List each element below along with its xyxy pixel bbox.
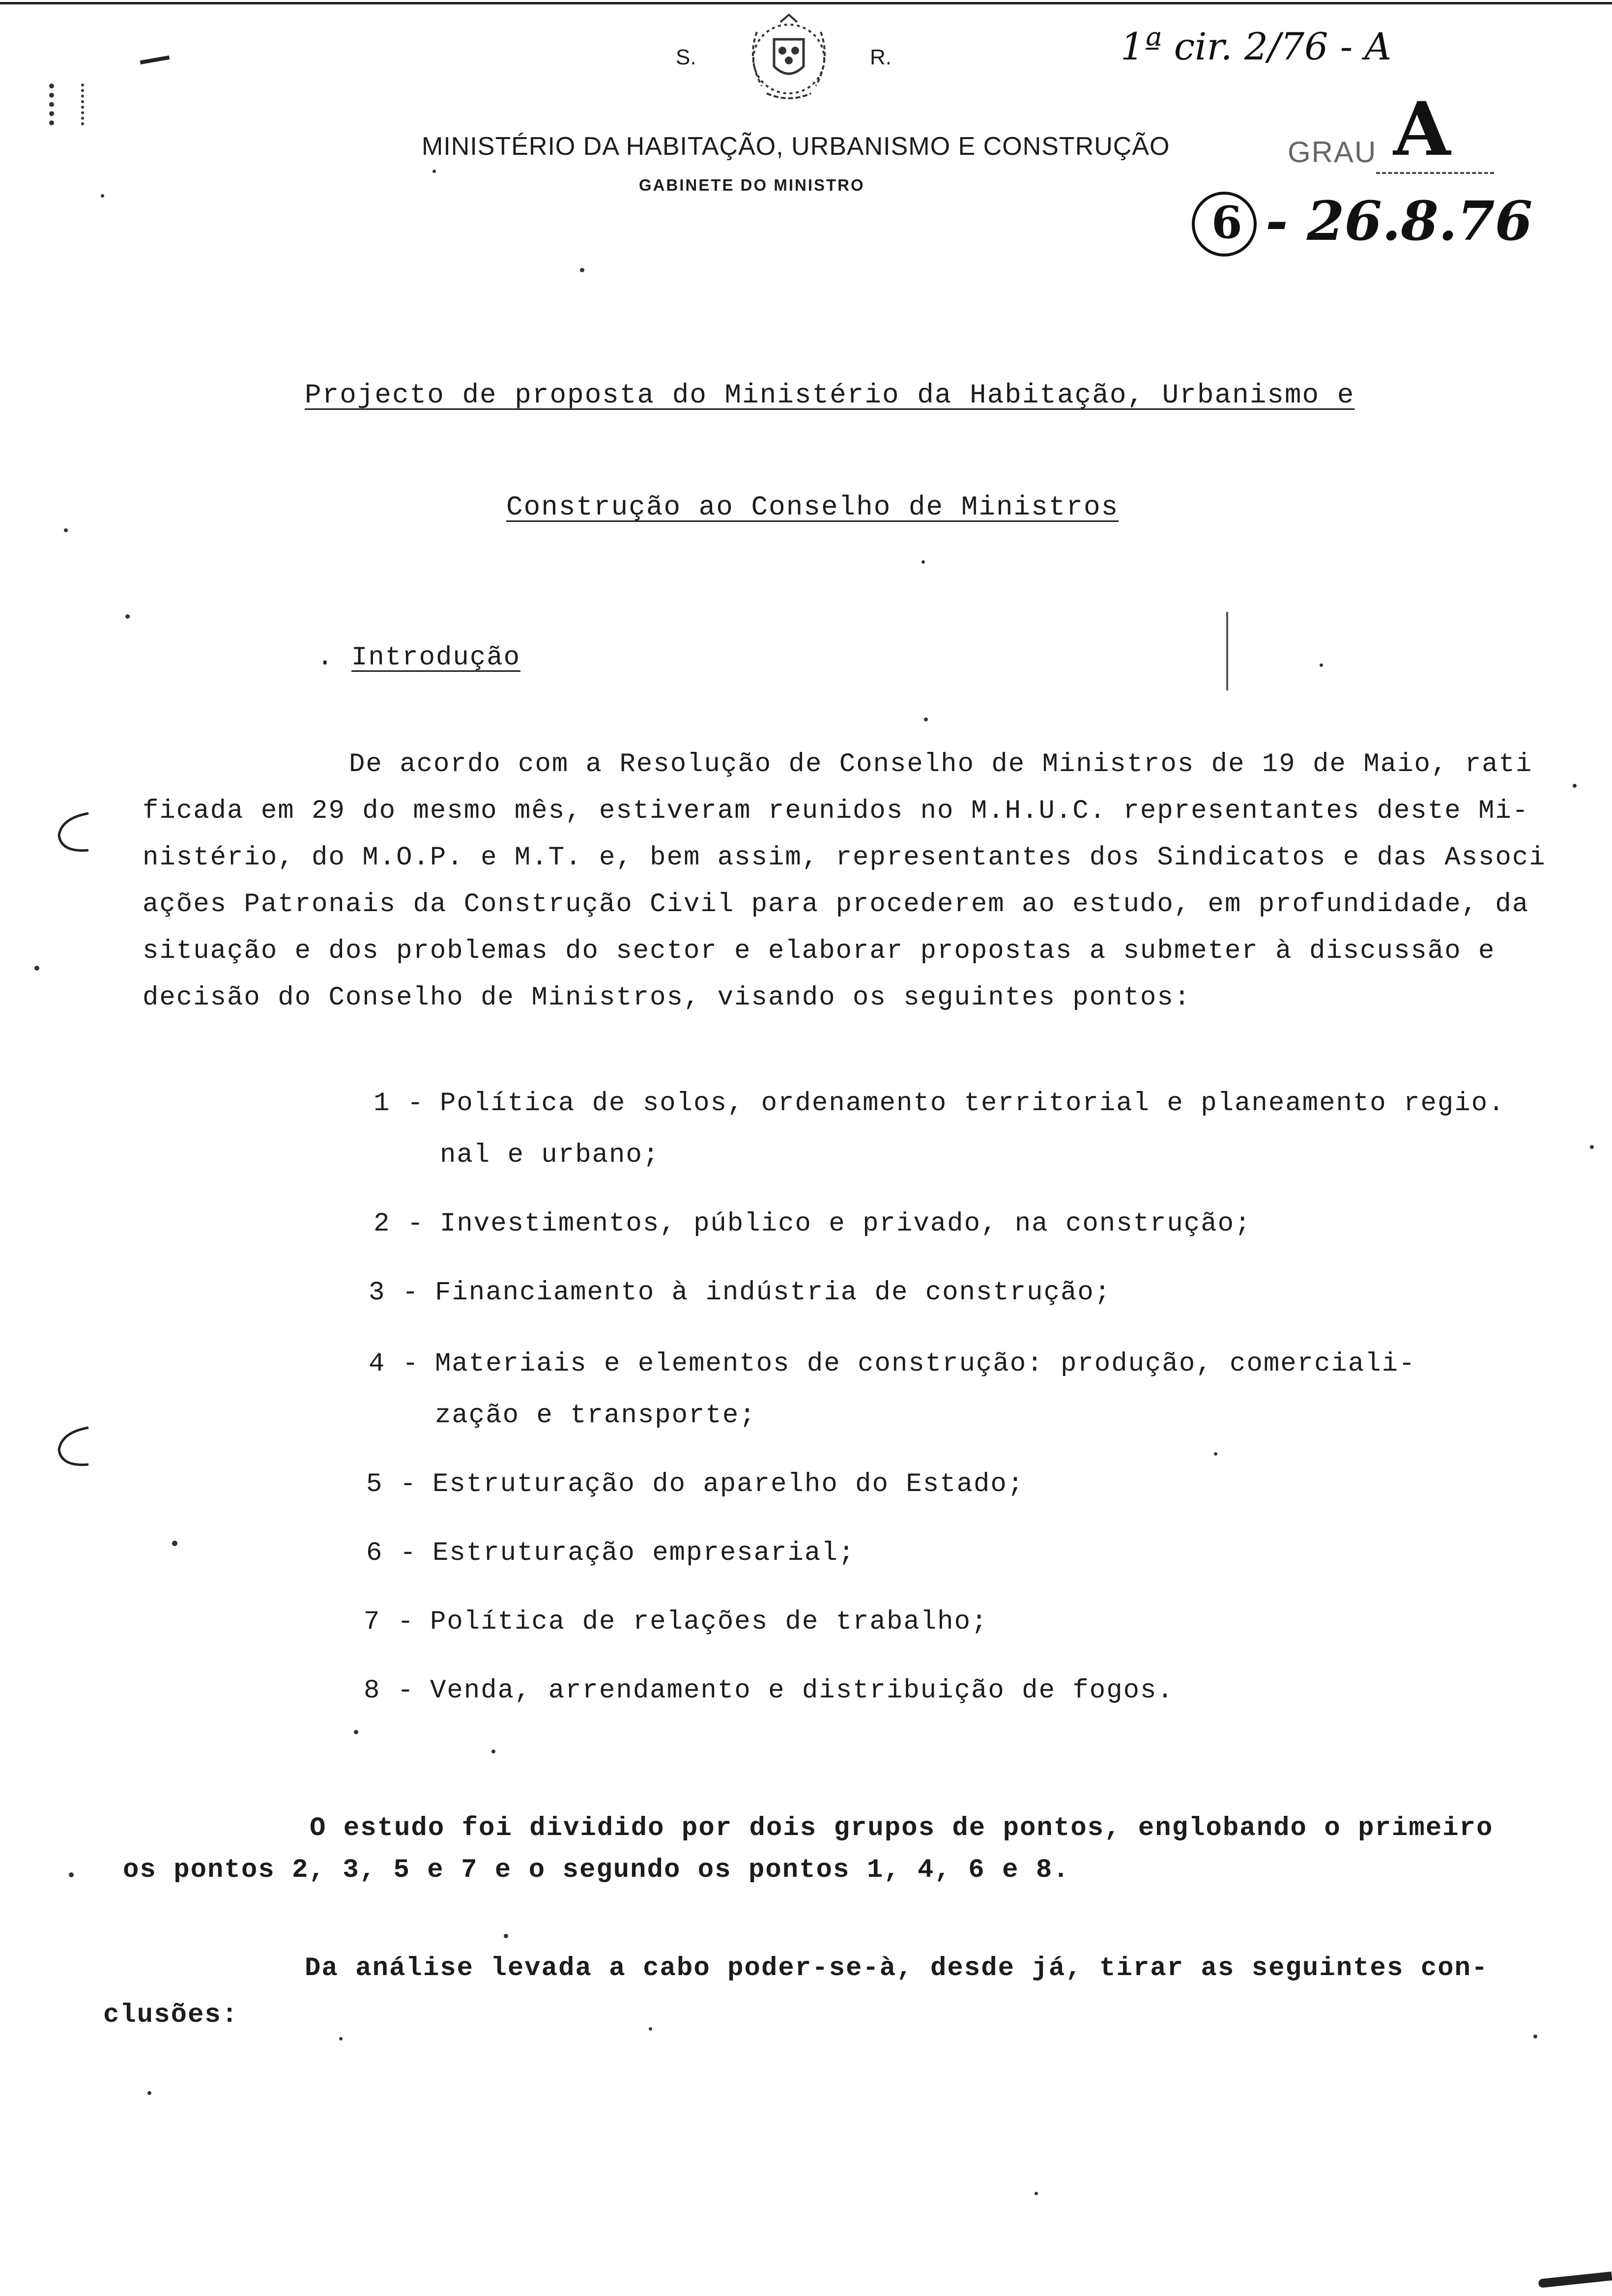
study-line-1: O estudo foi dividido por dois grupos de pontos, englobando o primeiro — [310, 1813, 1494, 1843]
speck — [339, 2037, 343, 2040]
grau-label: GRAU — [1288, 136, 1377, 169]
section-heading: Introdução — [351, 643, 521, 673]
point-2-text: Investimentos, público e privado, na construção; — [440, 1209, 1252, 1239]
point-5-number: 5 - — [366, 1469, 417, 1499]
point-7-number: 7 - — [364, 1607, 415, 1637]
speck — [1573, 784, 1577, 788]
speck — [1214, 1452, 1217, 1456]
point-4-number: 4 - — [369, 1349, 420, 1379]
speck — [1035, 2192, 1038, 2195]
speck — [172, 1541, 177, 1546]
point-8-number: 8 - — [364, 1676, 415, 1706]
document-title-line1: Projecto de proposta do Ministério da Habitação, Urbanismo e — [305, 379, 1355, 411]
margin-arrow-mark — [140, 56, 170, 64]
margin-scribble — [49, 84, 84, 125]
analysis-line-1: Da análise levada a cabo poder-se-à, desde já, tirar as seguintes con- — [305, 1953, 1489, 1983]
ministry-name: MINISTÉRIO DA HABITAÇÃO, URBANISMO E CONSTRUÇÃO — [422, 132, 1170, 161]
point-4-text: Materiais e elementos de construção: produção, comerciali- — [435, 1349, 1416, 1379]
coat-of-arms-icon — [727, 12, 850, 106]
speck — [64, 528, 68, 532]
punch-hole-mark-upper — [47, 806, 101, 860]
point-1-text: Política de solos, ordenamento territorial e planeamento regio. — [440, 1089, 1505, 1119]
point-2-number: 2 - — [374, 1209, 425, 1239]
intro-line-5: situação e dos problemas do sector e elaborar propostas a submeter à discussão e — [143, 936, 1496, 966]
point-7-text: Política de relações de trabalho; — [430, 1607, 988, 1637]
analysis-line-2: clusões: — [103, 2000, 239, 2030]
letterhead-right-letter: R. — [870, 45, 892, 69]
intro-line-3: nistério, do M.O.P. e M.T. e, bem assim, representantes dos Sindicatos e das Associ — [143, 843, 1546, 873]
letterhead-left-letter: S. — [676, 45, 696, 69]
intro-line-4: ações Patronais da Construção Civil para procederem ao estudo, em profundidade, da — [143, 890, 1529, 919]
speck — [580, 268, 584, 272]
speck — [147, 2091, 151, 2095]
document-title-line2: Construção ao Conselho de Ministros — [506, 491, 1119, 523]
point-5-text: Estruturação do aparelho do Estado; — [432, 1469, 1025, 1499]
speck — [1320, 663, 1323, 667]
bottom-right-smudge — [1538, 2271, 1612, 2288]
point-1-text-cont: nal e urbano; — [440, 1140, 660, 1170]
speck — [354, 1730, 358, 1734]
circled-number: 6 — [1211, 197, 1242, 249]
speck — [101, 194, 104, 198]
page-top-edge — [0, 2, 1612, 4]
grau-underline — [1376, 172, 1494, 176]
speck — [1533, 2035, 1537, 2038]
margin-vertical-mark — [1226, 612, 1228, 690]
speck — [491, 1750, 495, 1753]
speck — [921, 560, 925, 564]
point-4-text-cont: zação e transporte; — [435, 1401, 756, 1431]
section-bullet: . — [317, 643, 334, 673]
point-1-number: 1 - — [374, 1089, 425, 1119]
reference-annotation: 1ª cir. 2/76 - A — [1121, 25, 1392, 68]
point-6-text: Estruturação empresarial; — [432, 1538, 856, 1568]
speck — [924, 718, 928, 721]
speck — [432, 170, 436, 173]
circled-number-badge — [1192, 192, 1257, 257]
handwritten-date: - 26.8.76 — [1266, 189, 1533, 253]
point-8-text: Venda, arrendamento e distribuição de fogos. — [430, 1676, 1174, 1706]
punch-hole-mark-lower — [47, 1420, 101, 1474]
point-3-text: Financiamento à indústria de construção; — [435, 1278, 1112, 1308]
speck — [1590, 1145, 1594, 1149]
point-6-number: 6 - — [366, 1538, 417, 1568]
point-3-number: 3 - — [369, 1278, 420, 1308]
speck — [125, 614, 130, 619]
study-line-2: os pontos 2, 3, 5 e 7 e o segundo os pontos 1, 4, 6 e 8. — [123, 1855, 1070, 1885]
grau-value: A — [1393, 86, 1451, 172]
intro-line-1: De acordo com a Resolução de Conselho de Ministros de 19 de Maio, rati — [349, 749, 1533, 779]
speck — [649, 2027, 652, 2031]
speck — [34, 966, 39, 971]
cabinet-name: GABINETE DO MINISTRO — [639, 176, 865, 194]
speck — [504, 1934, 508, 1938]
speck — [69, 1872, 74, 1877]
intro-line-6: decisão do Conselho de Ministros, visando os seguintes pontos: — [143, 983, 1191, 1013]
intro-line-2: ficada em 29 do mesmo mês, estiveram reunidos no M.H.U.C. representantes deste Mi- — [143, 796, 1529, 826]
